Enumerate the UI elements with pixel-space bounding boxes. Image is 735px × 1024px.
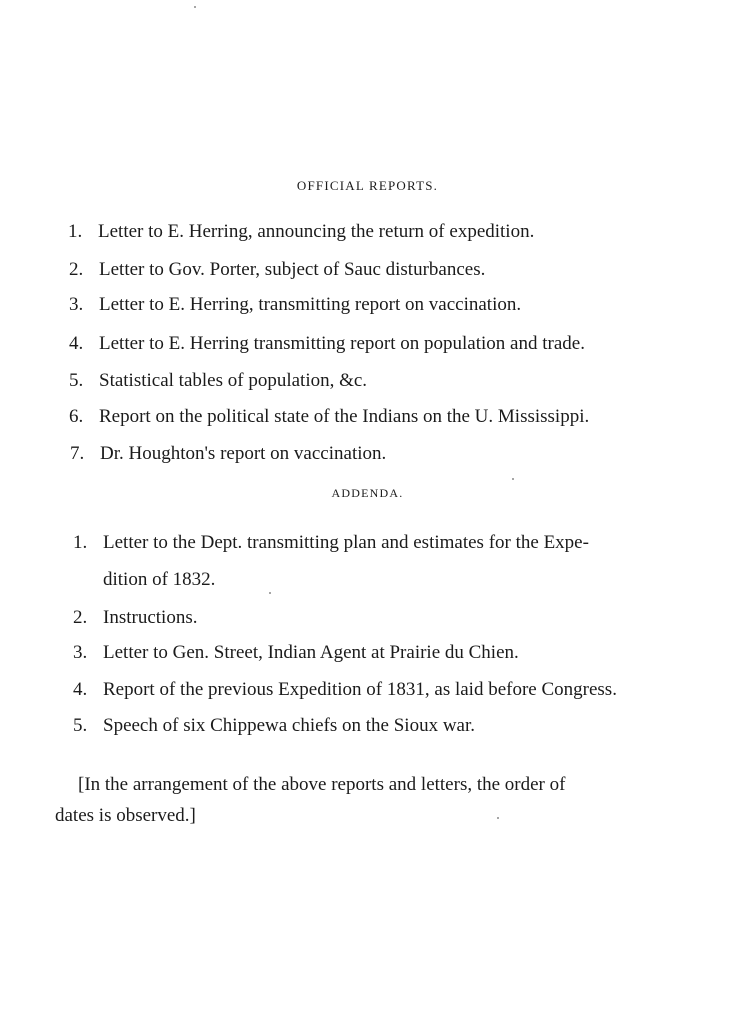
item-text: Letter to E. Herring transmitting report on population and trade. [99, 333, 585, 354]
item-text: Letter to Gov. Porter, subject of Sauc disturbances. [99, 259, 486, 280]
item-text: Letter to the Dept. transmitting plan and estimates for the Expe- [103, 532, 589, 553]
addenda-item-2 [73, 607, 197, 629]
paper-speck [194, 6, 196, 8]
item-number: 5. [73, 715, 88, 736]
item-text: Dr. Houghton's report on vaccination. [100, 443, 387, 464]
official-item-4 [69, 333, 585, 355]
item-number: 2. [69, 259, 84, 280]
item-number: 7. [70, 443, 85, 464]
addenda-item-1-continuation: dition of 1832. [103, 569, 216, 590]
note-line-2: dates is observed.] [55, 805, 196, 826]
paper-speck [497, 817, 499, 819]
official-item-2 [69, 259, 485, 281]
addenda-item-1 [73, 532, 589, 554]
item-number: 1. [73, 532, 88, 553]
item-text: Speech of six Chippewa chiefs on the Sioux war. [103, 715, 476, 736]
item-number: 2. [73, 607, 88, 628]
item-number: 1. [68, 221, 83, 242]
addenda-heading: ADDENDA. [331, 486, 404, 500]
official-item-5 [69, 370, 367, 392]
official-reports-heading: OFFICIAL REPORTS. [296, 178, 439, 193]
official-item-3 [69, 294, 521, 316]
item-text: Letter to E. Herring, announcing the return of expedition. [98, 221, 535, 242]
item-text: Report of the previous Expedition of 1831, as laid before Congress. [103, 679, 617, 700]
note-line-1: [In the arrangement of the above reports and letters, the order of [78, 774, 566, 795]
item-number: 4. [73, 679, 88, 700]
paper-speck [512, 478, 514, 480]
item-text: Report on the political state of the Indians on the U. Mississippi. [99, 406, 590, 427]
official-item-6 [69, 406, 589, 428]
item-text: Letter to Gen. Street, Indian Agent at Prairie du Chien. [103, 642, 519, 663]
official-item-7 [70, 443, 386, 465]
item-number: 6. [69, 406, 84, 427]
paper-speck [269, 592, 271, 594]
item-number: 3. [73, 642, 88, 663]
item-number: 3. [69, 294, 84, 315]
item-text: Instructions. [103, 607, 198, 628]
item-text: Letter to E. Herring, transmitting report on vaccination. [99, 294, 522, 315]
addenda-item-4 [73, 679, 617, 701]
official-item-1 [68, 221, 534, 243]
item-text: Statistical tables of population, &c. [99, 370, 368, 391]
item-number: 5. [69, 370, 84, 391]
addenda-item-3 [73, 642, 519, 664]
item-number: 4. [69, 333, 84, 354]
addenda-item-5 [73, 715, 475, 737]
